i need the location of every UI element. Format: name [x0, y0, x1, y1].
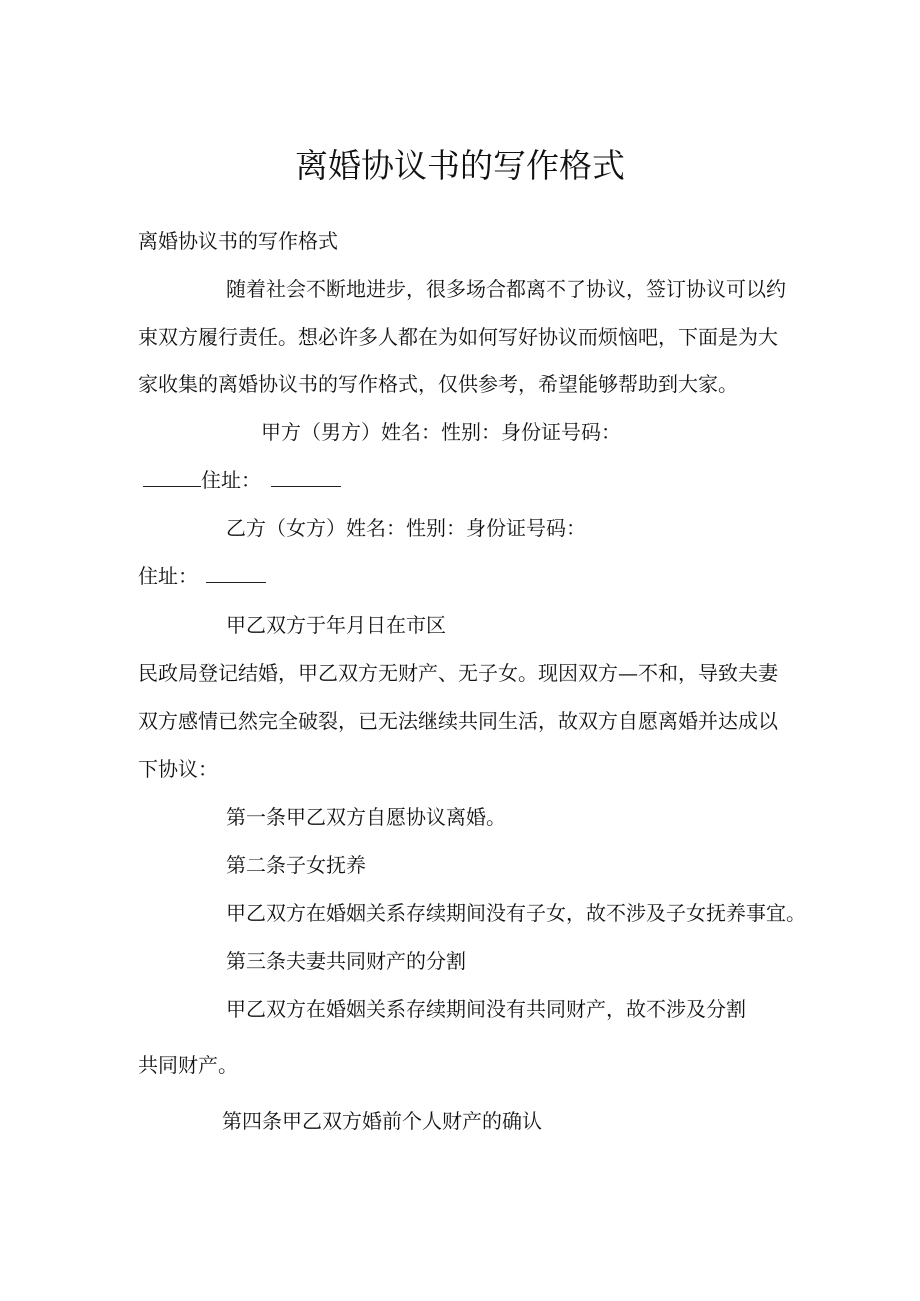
marriage-line-1: 甲乙双方于年月日在市区 [226, 613, 446, 637]
party-a-address-row [143, 468, 341, 492]
article-2-body: 甲乙双方在婚姻关系存续期间没有子女，故不涉及子女抚养事宜。 [226, 901, 806, 925]
article-4-title: 第四条甲乙双方婚前个人财产的确认 [222, 1109, 542, 1133]
document-title: 离婚协议书的写作格式 [295, 146, 625, 185]
marriage-line-2: 民政局登记结婚，甲乙双方无财产、无子女。现因双方—不和，导致夫妻 [138, 661, 778, 685]
document-subtitle: 离婚协议书的写作格式 [138, 229, 338, 253]
article-2-title: 第二条子女抚养 [226, 853, 366, 877]
party-b-info: 乙方（女方）姓名：性别：身份证号码： [226, 516, 586, 540]
marriage-line-4: 下协议： [138, 757, 218, 781]
party-a-info: 甲方（男方）姓名：性别：身份证号码： [261, 420, 621, 444]
article-1: 第一条甲乙双方自愿协议离婚。 [226, 805, 506, 829]
address-blank-line [206, 564, 266, 583]
article-3-title: 第三条夫妻共同财产的分割 [226, 949, 466, 973]
marriage-line-3: 双方感情已然完全破裂，已无法继续共同生活，故双方自愿离婚并达成以 [138, 709, 778, 733]
intro-line-1: 随着社会不断地进步，很多场合都离不了协议，签订协议可以约 [226, 277, 786, 301]
address-blank-line [271, 468, 341, 487]
intro-line-3: 家收集的离婚协议书的写作格式，仅供参考，希望能够帮助到大家。 [138, 372, 738, 396]
party-b-address-label: 住址： [138, 564, 198, 588]
article-3-body-line-2: 共同财产。 [138, 1053, 238, 1077]
article-3-body-line-1: 甲乙双方在婚姻关系存续期间没有共同财产，故不涉及分割 [226, 997, 746, 1021]
name-blank-line [143, 468, 201, 487]
party-b-address-row [138, 564, 266, 588]
intro-line-2: 束双方履行责任。想必许多人都在为如何写好协议而烦恼吧，下面是为大 [138, 325, 778, 349]
party-a-address-label: 住址： [201, 468, 261, 492]
